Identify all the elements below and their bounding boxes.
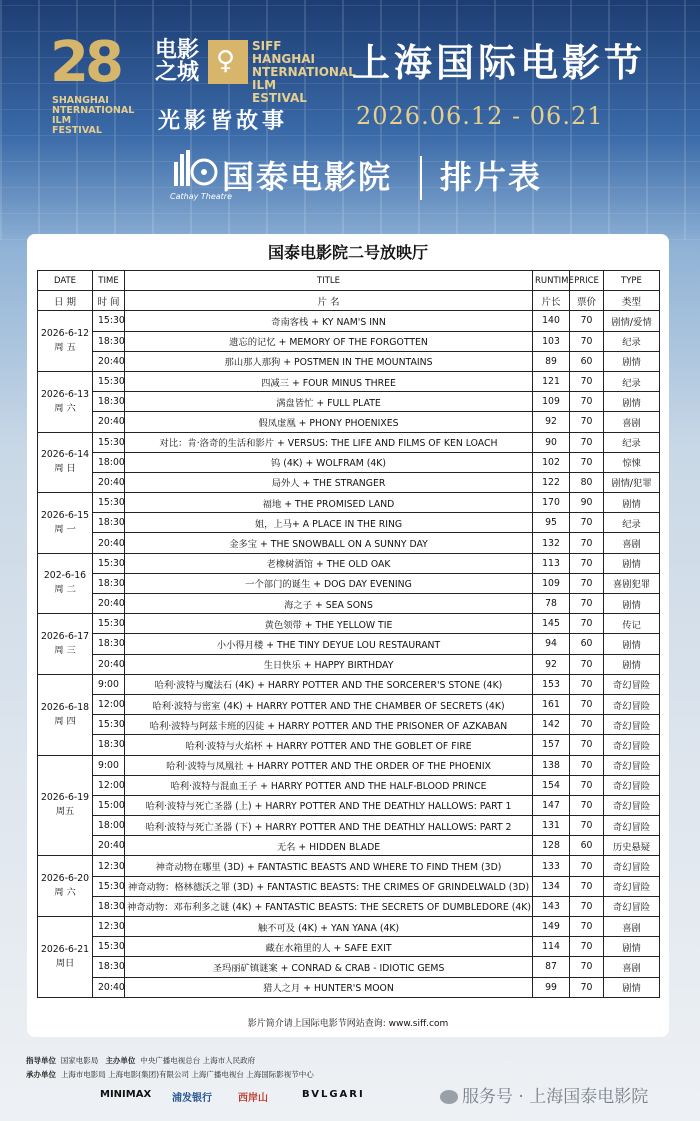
col-time-cn: 时 间 — [93, 291, 125, 311]
type-cell: 纪录 — [604, 432, 660, 452]
runtime-cell: 92 — [533, 654, 570, 674]
type-cell: 剧情 — [604, 553, 660, 573]
header-row-cn — [38, 291, 660, 311]
type-cell: 奇幻冒险 — [604, 715, 660, 735]
time-cell: 20:40 — [93, 533, 125, 553]
table-row — [38, 614, 660, 634]
price-cell: 70 — [570, 392, 604, 412]
festival-dates: 2026.06.12 - 06.21 — [356, 102, 604, 130]
weekday-text: 周 二 — [54, 584, 76, 596]
date-cell — [38, 856, 93, 917]
table-row — [38, 331, 660, 351]
weekday-text: 周 四 — [54, 715, 76, 727]
date-text: 2026-6-15 — [40, 509, 90, 521]
runtime-cell: 147 — [533, 795, 570, 815]
time-cell: 20:40 — [93, 472, 125, 492]
runtime-cell: 140 — [533, 311, 570, 331]
time-cell: 15:30 — [93, 937, 125, 957]
price-cell: 70 — [570, 856, 604, 876]
title-cell: 一个部门的诞生 + DOG DAY EVENING — [125, 573, 533, 593]
col-type-cn: 类型 — [604, 291, 660, 311]
price-cell: 70 — [570, 735, 604, 755]
time-cell: 15:00 — [93, 795, 125, 815]
runtime-cell: 133 — [533, 856, 570, 876]
title-cell: 满盘皆忙 + FULL PLATE — [125, 392, 533, 412]
table-row — [38, 513, 660, 533]
runtime-cell: 145 — [533, 614, 570, 634]
price-cell: 80 — [570, 472, 604, 492]
table-row — [38, 553, 660, 573]
table-row — [38, 957, 660, 977]
type-cell: 纪录 — [604, 371, 660, 391]
time-cell: 15:30 — [93, 553, 125, 573]
time-cell: 20:40 — [93, 977, 125, 997]
price-cell: 70 — [570, 715, 604, 735]
runtime-cell: 149 — [533, 917, 570, 937]
title-cell: 哈利·波特与死亡圣器 (下) + HARRY POTTER AND THE DEATHLY HALLOWS: PART 2 — [125, 816, 533, 836]
festival-number: 28 — [50, 30, 120, 95]
date-text: 2026-6-19 — [40, 792, 90, 804]
time-cell: 20:40 — [93, 412, 125, 432]
weekday-text: 周 六 — [54, 402, 76, 414]
cathay-logo-icon — [172, 148, 218, 188]
date-cell — [38, 493, 93, 554]
col-date: DATE — [38, 271, 93, 291]
title-cell: 黄色领带 + THE YELLOW TIE — [125, 614, 533, 634]
title-cell: 藏在水箱里的人 + SAFE EXIT — [125, 937, 533, 957]
runtime-cell: 143 — [533, 896, 570, 916]
date-cell — [38, 674, 93, 755]
runtime-cell: 132 — [533, 533, 570, 553]
type-cell: 奇幻冒险 — [604, 876, 660, 896]
type-cell: 惊悚 — [604, 452, 660, 472]
film-city-logo: 电影之城 — [155, 38, 200, 85]
title-cell: 四减三 + FOUR MINUS THREE — [125, 371, 533, 391]
type-cell: 奇幻冒险 — [604, 896, 660, 916]
weekday-text: 周 五 — [54, 342, 76, 354]
title-cell: 哈利·波特与混血王子 + HARRY POTTER AND THE HALF-BLOOD PRINCE — [125, 775, 533, 795]
type-cell: 剧情 — [604, 634, 660, 654]
time-cell: 9:00 — [93, 755, 125, 775]
sponsor-spdb-logo: 浦发银行 — [172, 1093, 212, 1104]
title-cell: 奇南客栈 + KY NAM'S INN — [125, 311, 533, 331]
table-row — [38, 775, 660, 795]
table-row — [38, 856, 660, 876]
time-cell: 20:40 — [93, 594, 125, 614]
price-cell: 70 — [570, 654, 604, 674]
time-cell: 20:40 — [93, 351, 125, 371]
sponsor-bvlgari-logo: BVLGARI — [302, 1089, 365, 1100]
title-cell: 圣玛丽矿镇谜案 + CONRAD & CRAB - IDIOTIC GEMS — [125, 957, 533, 977]
type-cell: 剧情 — [604, 654, 660, 674]
price-cell: 70 — [570, 977, 604, 997]
type-cell: 剧情/犯罪 — [604, 472, 660, 492]
time-cell: 15:30 — [93, 371, 125, 391]
runtime-cell: 109 — [533, 392, 570, 412]
runtime-cell: 153 — [533, 674, 570, 694]
table-row — [38, 432, 660, 452]
price-cell: 70 — [570, 775, 604, 795]
runtime-cell: 154 — [533, 775, 570, 795]
table-row — [38, 533, 660, 553]
runtime-cell: 95 — [533, 513, 570, 533]
type-cell: 奇幻冒险 — [604, 775, 660, 795]
col-title-cn: 片 名 — [125, 291, 533, 311]
weekday-text: 周日 — [55, 957, 75, 969]
col-runtime-cn: 片长 — [533, 291, 570, 311]
table-row — [38, 392, 660, 412]
runtime-cell: 99 — [533, 977, 570, 997]
date-text: 2026-6-13 — [40, 388, 90, 400]
table-row — [38, 836, 660, 856]
time-cell: 9:00 — [93, 674, 125, 694]
sponsor-xianshan-logo: 西岸山 — [238, 1093, 268, 1104]
title-cell: 海之子 + SEA SONS — [125, 594, 533, 614]
runtime-cell: 170 — [533, 493, 570, 513]
type-cell: 喜剧犯罪 — [604, 573, 660, 593]
time-cell: 12:00 — [93, 694, 125, 714]
sponsor-minimax-logo: MINIMAX — [100, 1089, 152, 1100]
title-cell: 局外人 + THE STRANGER — [125, 472, 533, 492]
price-cell: 70 — [570, 553, 604, 573]
time-cell: 12:00 — [93, 775, 125, 795]
type-cell: 喜剧 — [604, 957, 660, 977]
price-cell: 70 — [570, 594, 604, 614]
title-cell: 对比：肯·洛奇的生活和影片 + VERSUS: THE LIFE AND FILMS OF KEN LOACH — [125, 432, 533, 452]
price-cell: 70 — [570, 917, 604, 937]
runtime-cell: 161 — [533, 694, 570, 714]
date-text: 2026-6-21 — [40, 943, 90, 955]
time-cell: 18:30 — [93, 513, 125, 533]
title-cell: 钨 (4K) + WOLFRAM (4K) — [125, 452, 533, 472]
price-cell: 70 — [570, 614, 604, 634]
date-cell — [38, 371, 93, 432]
runtime-cell: 128 — [533, 836, 570, 856]
weekday-text: 周 六 — [54, 887, 76, 899]
date-text: 2026-6-14 — [40, 449, 90, 461]
time-cell: 18:30 — [93, 331, 125, 351]
title-cell: 触不可及 (4K) + YAN YANA (4K) — [125, 917, 533, 937]
col-title: TITLE — [125, 271, 533, 291]
type-cell: 奇幻冒险 — [604, 755, 660, 775]
type-cell: 奇幻冒险 — [604, 674, 660, 694]
runtime-cell: 134 — [533, 876, 570, 896]
col-price: PRICE — [570, 271, 604, 291]
title-cell: 生日快乐 + HAPPY BIRTHDAY — [125, 654, 533, 674]
runtime-cell: 131 — [533, 816, 570, 836]
runtime-cell: 113 — [533, 553, 570, 573]
time-cell: 18:30 — [93, 957, 125, 977]
title-cell: 假凤虚凰 + PHONY PHOENIXES — [125, 412, 533, 432]
price-cell: 70 — [570, 937, 604, 957]
price-cell: 70 — [570, 876, 604, 896]
schedule-panel — [27, 234, 669, 1037]
type-cell: 历史悬疑 — [604, 836, 660, 856]
type-cell: 传记 — [604, 614, 660, 634]
time-cell: 18:00 — [93, 816, 125, 836]
runtime-cell: 122 — [533, 472, 570, 492]
type-cell: 奇幻冒险 — [604, 795, 660, 815]
title-cell: 姐，上马+ A PLACE IN THE RING — [125, 513, 533, 533]
table-row — [38, 371, 660, 391]
col-runtime: RUNTIME — [533, 271, 570, 291]
title-cell: 金多宝 + THE SNOWBALL ON A SUNNY DAY — [125, 533, 533, 553]
date-text: 2026-6-17 — [40, 630, 90, 642]
schedule-body — [38, 311, 660, 997]
type-cell: 奇幻冒险 — [604, 816, 660, 836]
title-cell: 哈利·波特与魔法石 (4K) + HARRY POTTER AND THE SORCERER'S STONE (4K) — [125, 674, 533, 694]
cathay-en-name: Cathay Theatre — [170, 192, 233, 201]
time-cell: 18:30 — [93, 573, 125, 593]
title-cell: 那山那人那狗 + POSTMEN IN THE MOUNTAINS — [125, 351, 533, 371]
table-row — [38, 795, 660, 815]
price-cell: 90 — [570, 493, 604, 513]
table-row — [38, 493, 660, 513]
weekday-text: 周 日 — [54, 463, 76, 475]
table-row — [38, 977, 660, 997]
col-date-cn: 日 期 — [38, 291, 93, 311]
time-cell: 12:30 — [93, 856, 125, 876]
type-cell: 剧情 — [604, 392, 660, 412]
date-cell — [38, 432, 93, 493]
type-cell: 剧情 — [604, 594, 660, 614]
table-row — [38, 573, 660, 593]
type-cell: 剧情 — [604, 351, 660, 371]
title-cell: 神奇动物：格林德沃之罪 (3D) + FANTASTIC BEASTS: THE CRIMES OF GRINDELWALD (3D) — [125, 876, 533, 896]
table-row — [38, 311, 660, 331]
header-divider — [420, 156, 422, 200]
type-cell: 剧情 — [604, 937, 660, 957]
type-cell: 奇幻冒险 — [604, 735, 660, 755]
slogan: 光影皆故事 — [158, 109, 289, 134]
price-cell: 70 — [570, 795, 604, 815]
table-row — [38, 816, 660, 836]
table-row — [38, 634, 660, 654]
table-row — [38, 694, 660, 714]
time-cell: 18:30 — [93, 634, 125, 654]
price-cell: 70 — [570, 452, 604, 472]
header-row-en — [38, 271, 660, 291]
type-cell: 纪录 — [604, 513, 660, 533]
type-cell: 纪录 — [604, 331, 660, 351]
date-cell — [38, 755, 93, 856]
runtime-cell: 78 — [533, 594, 570, 614]
table-row — [38, 654, 660, 674]
date-text: 2026-6-20 — [40, 873, 90, 885]
type-cell: 奇幻冒险 — [604, 694, 660, 714]
price-cell: 70 — [570, 513, 604, 533]
runtime-cell: 89 — [533, 351, 570, 371]
price-cell: 70 — [570, 311, 604, 331]
title-cell: 老橡树酒馆 + THE OLD OAK — [125, 553, 533, 573]
siff-en-logo: SIFF HANGHAI NTERNATIONAL ILM ESTIVAL — [252, 39, 356, 105]
runtime-cell: 94 — [533, 634, 570, 654]
price-cell: 60 — [570, 634, 604, 654]
date-text: 2026-6-12 — [40, 328, 90, 340]
table-row — [38, 351, 660, 371]
time-cell: 15:30 — [93, 614, 125, 634]
price-cell: 70 — [570, 371, 604, 391]
table-row — [38, 452, 660, 472]
table-row — [38, 917, 660, 937]
schedule-table — [37, 270, 660, 998]
col-type: TYPE — [604, 271, 660, 291]
weekday-text: 周 三 — [54, 644, 76, 656]
wechat-account[interactable]: 服务号 · 上海国泰电影院 — [440, 1082, 648, 1107]
price-cell: 70 — [570, 957, 604, 977]
table-row — [38, 896, 660, 916]
price-cell: 60 — [570, 836, 604, 856]
time-cell: 18:30 — [93, 735, 125, 755]
runtime-cell: 109 — [533, 573, 570, 593]
title-cell: 哈利·波特与火焰杯 + HARRY POTTER AND THE GOBLET OF FIRE — [125, 735, 533, 755]
col-price-cn: 票价 — [570, 291, 604, 311]
price-cell: 70 — [570, 896, 604, 916]
weekday-text: 周五 — [55, 806, 75, 818]
date-cell — [38, 614, 93, 675]
type-cell: 剧情/爱情 — [604, 311, 660, 331]
title-cell: 遗忘的记忆 + MEMORY OF THE FORGOTTEN — [125, 331, 533, 351]
cinema-name: 国泰电影院 — [222, 158, 393, 196]
time-cell: 20:40 — [93, 836, 125, 856]
runtime-cell: 114 — [533, 937, 570, 957]
runtime-cell: 142 — [533, 715, 570, 735]
type-cell: 剧情 — [604, 493, 660, 513]
price-cell: 70 — [570, 755, 604, 775]
type-cell: 剧情 — [604, 977, 660, 997]
table-row — [38, 735, 660, 755]
festival-cn-title: 上海国际电影节 — [352, 41, 647, 85]
time-cell: 20:40 — [93, 654, 125, 674]
date-text: 2026-6-18 — [40, 701, 90, 713]
title-cell: 哈利·波特与密室 (4K) + HARRY POTTER AND THE CHAMBER OF SECRETS (4K) — [125, 694, 533, 714]
time-cell: 15:30 — [93, 311, 125, 331]
price-cell: 70 — [570, 674, 604, 694]
title-cell: 猎人之月 + HUNTER'S MOON — [125, 977, 533, 997]
runtime-cell: 102 — [533, 452, 570, 472]
runtime-cell: 157 — [533, 735, 570, 755]
time-cell: 12:30 — [93, 917, 125, 937]
time-cell: 15:30 — [93, 493, 125, 513]
date-cell — [38, 553, 93, 614]
title-cell: 无名 + HIDDEN BLADE — [125, 836, 533, 856]
wechat-icon — [440, 1090, 458, 1104]
price-cell: 70 — [570, 331, 604, 351]
price-cell: 70 — [570, 573, 604, 593]
type-cell: 喜剧 — [604, 412, 660, 432]
title-cell: 小小得月楼 + THE TINY DEYUE LOU RESTAURANT — [125, 634, 533, 654]
runtime-cell: 90 — [533, 432, 570, 452]
organizer-line: 承办单位 上海市电影局 上海电影(集团)有限公司 上海广播电视台 上海国际影视节中心 — [26, 1070, 314, 1079]
runtime-cell: 103 — [533, 331, 570, 351]
runtime-cell: 121 — [533, 371, 570, 391]
date-text: 202-6-16 — [43, 570, 87, 582]
type-cell: 喜剧 — [604, 917, 660, 937]
price-cell: 70 — [570, 694, 604, 714]
price-cell: 70 — [570, 432, 604, 452]
time-cell: 15:30 — [93, 715, 125, 735]
festival-en-logo: SHANGHAI NTERNATIONAL ILM FESTIVAL — [52, 95, 135, 136]
type-cell: 奇幻冒险 — [604, 856, 660, 876]
table-row — [38, 412, 660, 432]
runtime-cell: 138 — [533, 755, 570, 775]
header — [0, 0, 700, 235]
table-row — [38, 594, 660, 614]
price-cell: 60 — [570, 351, 604, 371]
time-cell: 15:30 — [93, 432, 125, 452]
time-cell: 18:30 — [93, 896, 125, 916]
type-cell: 喜剧 — [604, 533, 660, 553]
table-row — [38, 472, 660, 492]
price-cell: 70 — [570, 533, 604, 553]
website-note: 影片简介请上国际电影节网站查询: www.siff.com — [247, 1019, 449, 1029]
title-cell: 哈利·波特与凤凰社 + HARRY POTTER AND THE ORDER OF THE PHOENIX — [125, 755, 533, 775]
guidance-line: 指导单位 国家电影局 主办单位 中央广播电视总台 上海市人民政府 — [26, 1056, 256, 1065]
table-row — [38, 755, 660, 775]
title-cell: 福地 + THE PROMISED LAND — [125, 493, 533, 513]
time-cell: 18:00 — [93, 452, 125, 472]
table-row — [38, 674, 660, 694]
hall-title: 国泰电影院二号放映厅 — [267, 243, 428, 262]
price-cell: 70 — [570, 412, 604, 432]
runtime-cell: 87 — [533, 957, 570, 977]
time-cell: 15:30 — [93, 876, 125, 896]
date-cell — [38, 311, 93, 372]
schedule-title: 排片表 — [440, 158, 543, 196]
col-time: TIME — [93, 271, 125, 291]
table-row — [38, 937, 660, 957]
time-cell: 18:30 — [93, 392, 125, 412]
title-cell: 哈利·波特与死亡圣器 (上) + HARRY POTTER AND THE DEATHLY HALLOWS: PART 1 — [125, 795, 533, 815]
table-row — [38, 876, 660, 896]
price-cell: 70 — [570, 816, 604, 836]
siff-badge-icon: ♀ — [208, 40, 248, 84]
title-cell: 神奇动物：邓布利多之谜 (4K) + FANTASTIC BEASTS: THE SECRETS OF DUMBLEDORE (4K) — [125, 896, 533, 916]
title-cell: 神奇动物在哪里 (3D) + FANTASTIC BEASTS AND WHERE TO FIND THEM (3D) — [125, 856, 533, 876]
date-cell — [38, 917, 93, 998]
title-cell: 哈利·波特与阿兹卡班的囚徒 + HARRY POTTER AND THE PRISONER OF AZKABAN — [125, 715, 533, 735]
weekday-text: 周 一 — [54, 523, 76, 535]
runtime-cell: 92 — [533, 412, 570, 432]
table-row — [38, 715, 660, 735]
